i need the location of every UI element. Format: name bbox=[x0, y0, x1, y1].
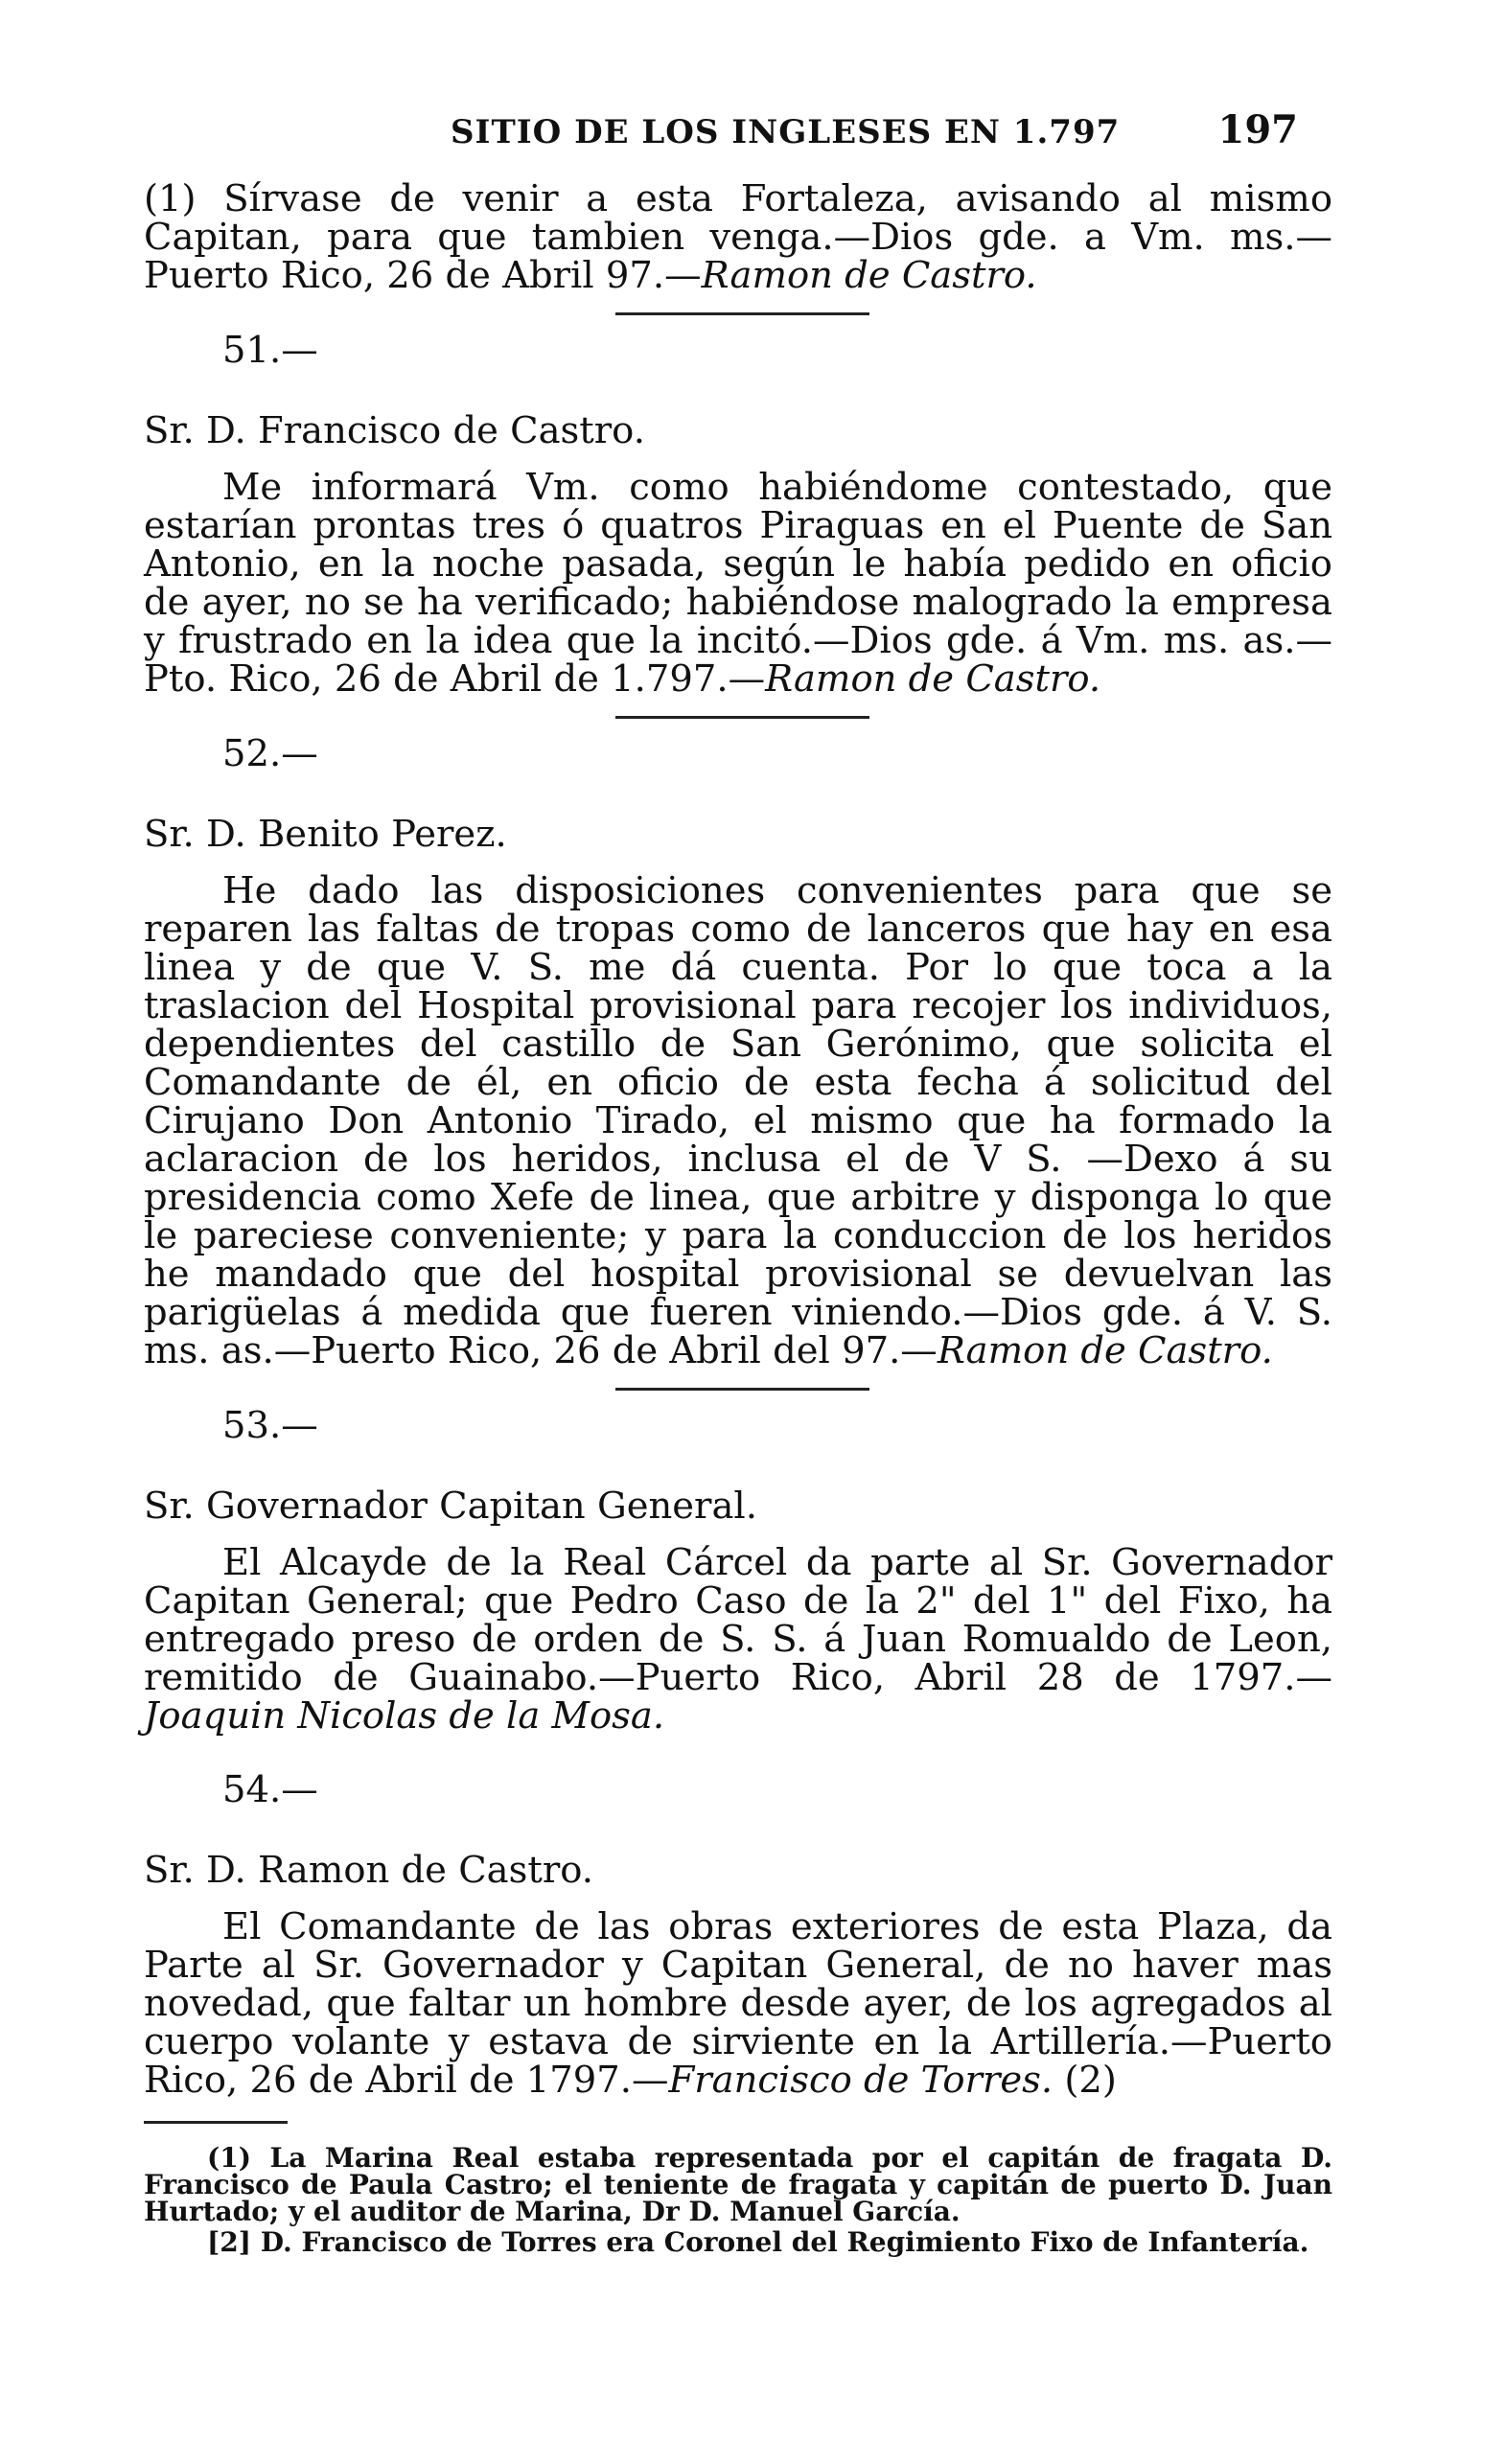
letter-number: 54.— bbox=[222, 1768, 318, 1811]
signature: Francisco de Torres. bbox=[668, 2059, 1054, 2102]
separator-rule bbox=[615, 1388, 869, 1391]
separator-rule bbox=[615, 716, 869, 719]
letter-number: 53.— bbox=[222, 1404, 318, 1447]
footnote: (1) La Marina Real estaba representada por el capitán de fragata D. Francisco de Paula Castro; el teniente de fragata y capitán de puerto D. Juan Hurtado; y el auditor de Marina, Dr D. Manuel García. bbox=[144, 2142, 1332, 2227]
running-title: SITIO DE LOS INGLESES EN 1.797 bbox=[451, 113, 1121, 151]
letter-text: El Alcayde de la Real Cárcel da parte al Sr. Governador Capitan General; que Pedro Caso de la 2" del 1" del Fixo, ha entregado preso de orden de S. S. á Juan Romualdo de Leon, remitido de Guainabo.—Puerto Rico, Abril 28 de 1797.—Joaquin Nicolas de la Mosa. bbox=[144, 1541, 1332, 1738]
letter-number: 51.— bbox=[222, 329, 318, 372]
page-header bbox=[144, 107, 1298, 165]
letter-text: (1) Sírvase de venir a esta Fortaleza, avisando al mismo Capitan, para que tambien venga.—Dios gde. a Vm. ms.—Puerto Rico, 26 de Abril 97.—Ramon de Castro. bbox=[144, 177, 1332, 297]
letter-text: Me informará Vm. como habiéndome contestado, que estarían prontas tres ó quatros Piraguas en el Puente de San Antonio, en la noche pasada, según le había pedido en oficio de ayer, no se ha verificado; habiéndose malogrado la empresa y frustrado en la idea que la incitó.—Dios gde. á Vm. ms. as.—Pto. Rico, 26 de Abril de 1.797.—Ramon de Castro. bbox=[144, 466, 1332, 701]
letter-number: 52.— bbox=[222, 732, 318, 775]
signature: Ramon de Castro. bbox=[701, 254, 1037, 297]
letter-addressee: Sr. D. Benito Perez. bbox=[144, 813, 507, 856]
body-text bbox=[144, 177, 1332, 2258]
letter-addressee: Sr. D. Francisco de Castro. bbox=[144, 409, 645, 452]
separator-rule bbox=[615, 312, 869, 315]
footnote-reference: (2) bbox=[1053, 2059, 1117, 2102]
signature: Ramon de Castro. bbox=[937, 1329, 1273, 1372]
letter-text: El Comandante de las obras exteriores de esta Plaza, da Parte al Sr. Governador y Capitan General, de no haver mas novedad, que faltar un hombre desde ayer, de los agregados al cuerpo volante y estava de sirviente en la Artillería.—Puerto Rico, 26 de Abril de 1797.—Francisco de Torres. (2) bbox=[144, 1905, 1332, 2102]
signature: Joaquin Nicolas de la Mosa. bbox=[144, 1694, 665, 1738]
letter-addressee: Sr. D. Ramon de Castro. bbox=[144, 1849, 593, 1892]
page-number: 197 bbox=[1217, 107, 1298, 152]
footnote-rule bbox=[144, 2121, 288, 2124]
letter-text: He dado las disposiciones convenientes para que se reparen las faltas de tropas como de lanceros que hay en esa linea y de que V. S. me dá cuenta. Por lo que toca a la traslacion del Hospital provisional para recojer los individuos, dependientes del castillo de San Gerónimo, que solicita el Comandante de él, en oficio de esta fecha á solicitud del Cirujano Don Antonio Tirado, el mismo que ha formado la aclaracion de los heridos, inclusa el de V S. —Dexo á su presidencia como Xefe de linea, que arbitre y disponga lo que le pareciese conveniente; y para la conduccion de los heridos he mandado que del hospital provisional se devuelvan las parigüelas á medida que fueren viniendo.—Dios gde. á V. S. ms. as.—Puerto Rico, 26 de Abril del 97.—Ramon de Castro. bbox=[144, 869, 1332, 1372]
footnotes bbox=[144, 2142, 1332, 2258]
signature: Ramon de Castro. bbox=[765, 657, 1101, 701]
letter-addressee: Sr. Governador Capitan General. bbox=[144, 1485, 757, 1528]
footnote: [2] D. Francisco de Torres era Coronel del Regimiento Fixo de Infantería. bbox=[207, 2226, 1309, 2258]
